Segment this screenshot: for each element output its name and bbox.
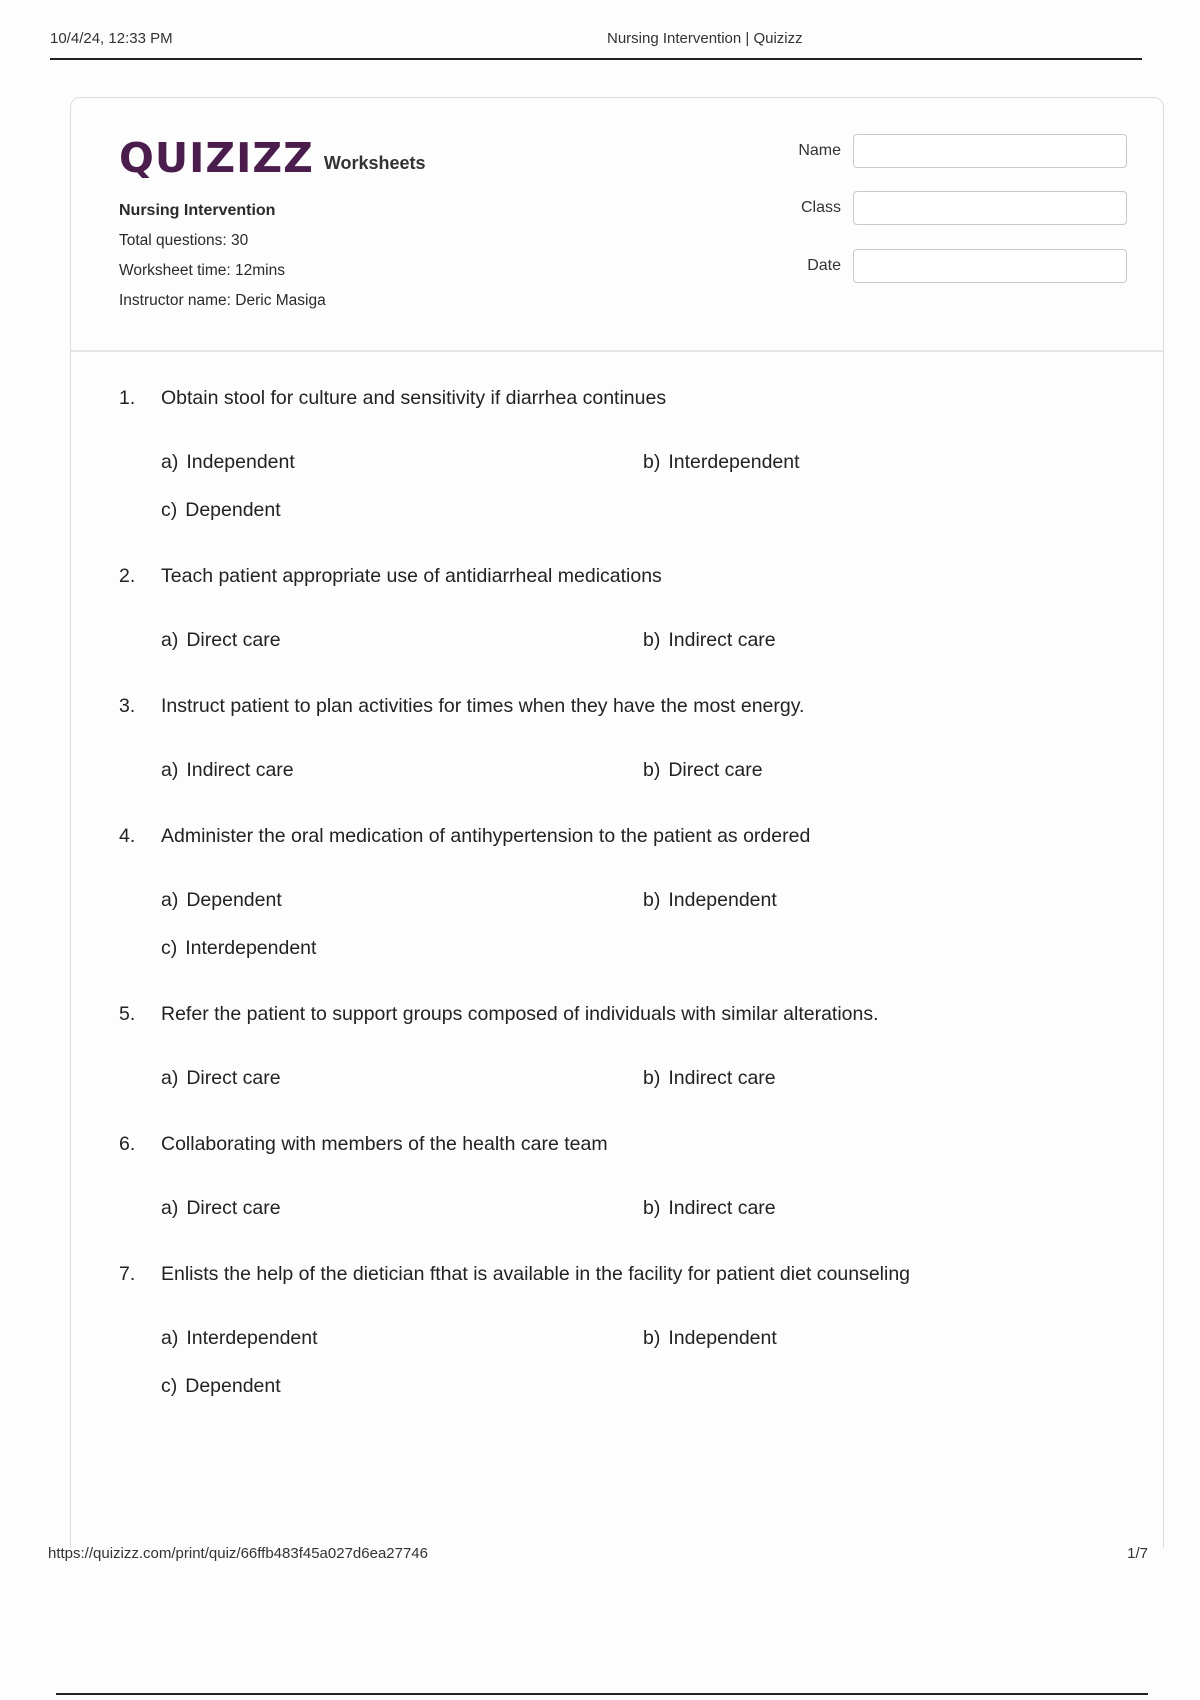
answer-option [161, 486, 643, 534]
class-input[interactable] [853, 191, 1127, 225]
answer-option [643, 438, 1125, 486]
answer-option [161, 1362, 643, 1410]
class-field-row [761, 191, 1127, 225]
worksheet-time: Worksheet time: 12mins [119, 262, 285, 279]
option-text: Interdependent [668, 451, 800, 473]
option-letter: b) [643, 759, 661, 781]
quizizz-logo: QUIZIZZ [119, 134, 314, 182]
question-text: Obtain stool for culture and sensitivity if diarrhea continues [161, 387, 667, 409]
option-letter: b) [643, 629, 661, 651]
answer-option [161, 924, 643, 972]
question-number: 4. [119, 825, 136, 847]
worksheet-meta [119, 196, 326, 316]
option-text: Dependent [185, 1375, 281, 1397]
answer-option [643, 1184, 1125, 1232]
option-text: Independent [186, 451, 295, 473]
answer-option [643, 1054, 1125, 1102]
option-text: Direct care [186, 629, 281, 651]
option-letter: c) [161, 937, 178, 959]
name-field-row [761, 134, 1127, 168]
option-letter: b) [643, 1067, 661, 1089]
option-letter: a) [161, 759, 179, 781]
option-letter: c) [161, 1375, 178, 1397]
question-number: 3. [119, 695, 136, 717]
answer-options [161, 1314, 1163, 1410]
answer-options [161, 1054, 1163, 1102]
option-text: Dependent [185, 499, 281, 521]
option-text: Indirect care [186, 759, 294, 781]
total-questions: Total questions: 30 [119, 232, 249, 249]
option-text: Indirect care [668, 1067, 776, 1089]
date-field-row [761, 249, 1127, 283]
answer-options [161, 1184, 1163, 1232]
question [119, 378, 1163, 534]
date-input[interactable] [853, 249, 1127, 283]
answer-option [161, 616, 643, 664]
question [119, 816, 1163, 972]
question-number: 6. [119, 1133, 136, 1155]
name-input[interactable] [853, 134, 1127, 168]
question-text: Refer the patient to support groups composed of individuals with similar alterations. [161, 1003, 879, 1025]
question-text: Administer the oral medication of antihypertension to the patient as ordered [161, 825, 811, 847]
answer-option [643, 746, 1125, 794]
option-text: Interdependent [186, 1327, 318, 1349]
page-bottom-rule [56, 1693, 1148, 1695]
option-letter: a) [161, 629, 179, 651]
question-list [119, 378, 1163, 1410]
question-text: Enlists the help of the dietician fthat is available in the facility for patient diet counseling [161, 1263, 911, 1285]
question [119, 1124, 1163, 1232]
answer-option [161, 1314, 643, 1362]
print-header [50, 28, 1142, 60]
answer-options [161, 876, 1163, 972]
question-text: Teach patient appropriate use of antidiarrheal medications [161, 565, 662, 587]
worksheet-card [70, 97, 1164, 1548]
answer-option [161, 1054, 643, 1102]
print-title: Nursing Intervention | Quizizz [607, 30, 803, 47]
answer-option [161, 746, 643, 794]
question [119, 556, 1163, 664]
option-letter: b) [643, 889, 661, 911]
question [119, 994, 1163, 1102]
option-letter: a) [161, 889, 179, 911]
question-number: 7. [119, 1263, 136, 1285]
option-letter: a) [161, 1197, 179, 1219]
print-url: https://quizizz.com/print/quiz/66ffb483f45a027d6ea27746 [48, 1545, 428, 1562]
answer-option [643, 876, 1125, 924]
worksheet-header [71, 98, 1163, 352]
print-footer [48, 1545, 1148, 1562]
brand [119, 134, 426, 182]
option-text: Dependent [186, 889, 282, 911]
question-number: 5. [119, 1003, 136, 1025]
option-text: Independent [668, 1327, 777, 1349]
date-label: Date [807, 257, 841, 274]
answer-option [161, 876, 643, 924]
question-number: 1. [119, 387, 136, 409]
name-label: Name [798, 142, 841, 159]
question [119, 1254, 1163, 1410]
answer-options [161, 438, 1163, 534]
brand-subtitle: Worksheets [323, 153, 426, 173]
option-letter: a) [161, 1327, 179, 1349]
print-datetime: 10/4/24, 12:33 PM [50, 30, 173, 47]
option-text: Indirect care [668, 1197, 776, 1219]
question-text: Collaborating with members of the health care team [161, 1133, 608, 1155]
option-text: Direct care [186, 1197, 281, 1219]
class-label: Class [800, 199, 841, 216]
option-letter: b) [643, 1197, 661, 1219]
instructor-name: Instructor name: Deric Masiga [119, 292, 326, 309]
option-text: Direct care [668, 759, 763, 781]
option-letter: a) [161, 451, 179, 473]
answer-option [161, 438, 643, 486]
worksheet-title: Nursing Intervention [119, 202, 276, 219]
answer-option [643, 616, 1125, 664]
question-text: Instruct patient to plan activities for times when they have the most energy. [161, 695, 805, 717]
answer-options [161, 746, 1163, 794]
option-text: Independent [668, 889, 777, 911]
option-letter: a) [161, 1067, 179, 1089]
option-letter: b) [643, 1327, 661, 1349]
question-number: 2. [119, 565, 136, 587]
option-letter: c) [161, 499, 178, 521]
option-letter: b) [643, 451, 661, 473]
question [119, 686, 1163, 794]
answer-options [161, 616, 1163, 664]
answer-option [643, 1314, 1125, 1362]
answer-option [161, 1184, 643, 1232]
option-text: Direct care [186, 1067, 281, 1089]
option-text: Interdependent [185, 937, 317, 959]
page-number: 1/7 [1127, 1545, 1148, 1562]
option-text: Indirect care [668, 629, 776, 651]
